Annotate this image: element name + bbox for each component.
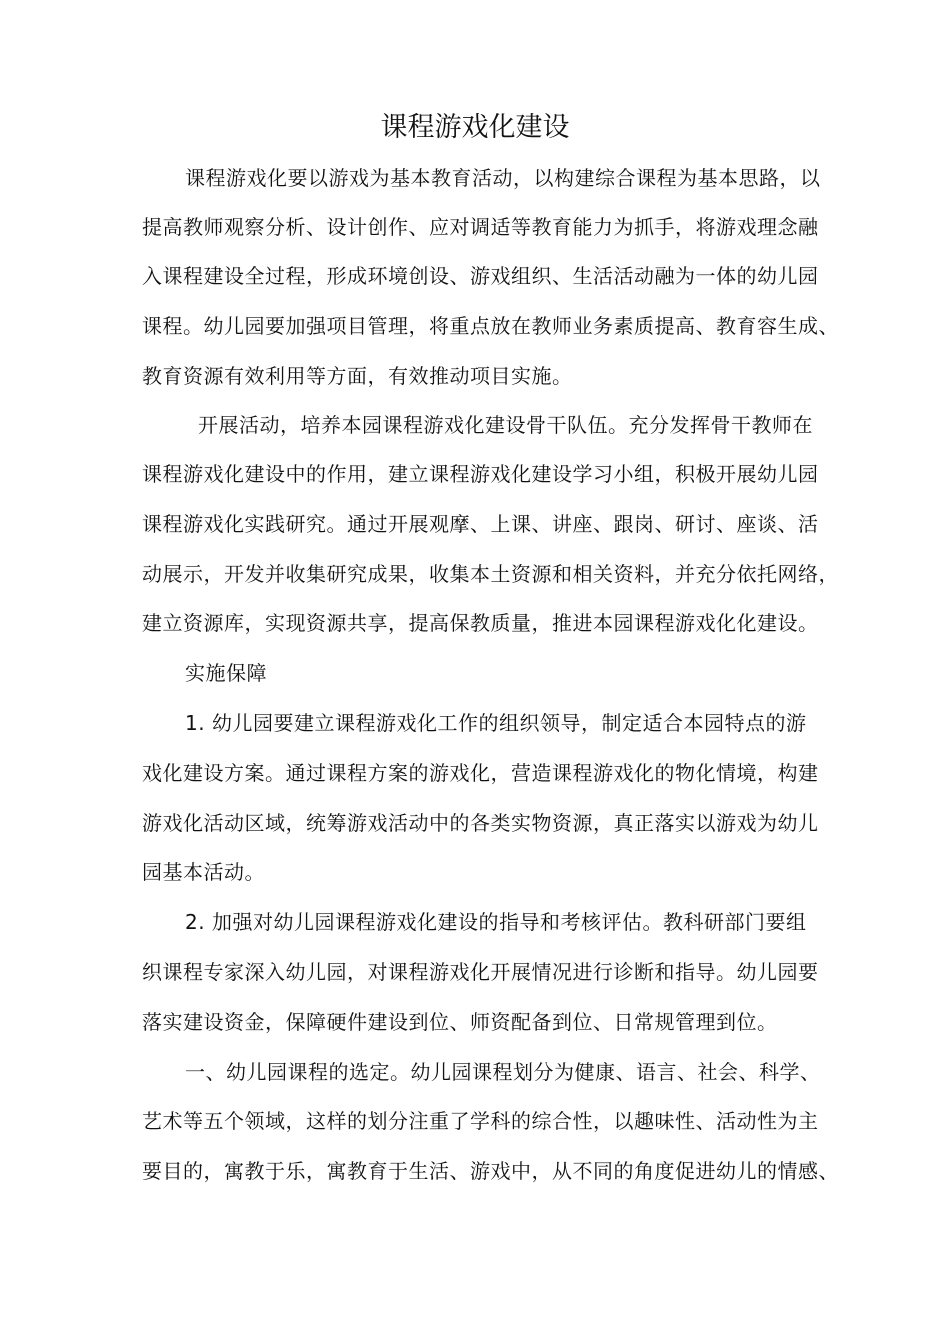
section-heading: 实施保障 xyxy=(185,661,267,685)
paragraph-line: 课程游戏化要以游戏为基本教育活动，以构建综合课程为基本思路，以 xyxy=(185,166,821,190)
paragraph-line: 艺术等五个领域，这样的划分注重了学科的综合性，以趣味性、活动性为主 xyxy=(142,1109,819,1133)
paragraph-line: 课程游戏化实践研究。通过开展观摩、上课、讲座、跟岗、研讨、座谈、活 xyxy=(142,512,819,536)
paragraph-line: 1. 幼儿园要建立课程游戏化工作的组织领导，制定适合本园特点的游 xyxy=(185,711,807,735)
paragraph-line: 入课程建设全过程，形成环境创设、游戏组织、生活活动融为一体的幼儿园 xyxy=(142,264,819,288)
paragraph-line: 要目的，寓教于乐，寓教育于生活、游戏中，从不同的角度促进幼儿的情感、 xyxy=(142,1159,839,1183)
document-title: 课程游戏化建设 xyxy=(380,112,570,143)
paragraph-line: 游戏化活动区域，统筹游戏活动中的各类实物资源，真正落实以游戏为幼儿 xyxy=(142,811,819,835)
paragraph-line: 教育资源有效利用等方面，有效推动项目实施。 xyxy=(142,364,573,388)
paragraph-line: 建立资源库，实现资源共享，提高保教质量，推进本园课程游戏化化建设。 xyxy=(142,611,819,635)
paragraph-line: 课程。幼儿园要加强项目管理，将重点放在教师业务素质提高、教育容生成、 xyxy=(142,314,839,338)
paragraph-line: 戏化建设方案。通过课程方案的游戏化，营造课程游戏化的物化情境，构建 xyxy=(142,761,819,785)
paragraph-line: 开展活动，培养本园课程游戏化建设骨干队伍。充分发挥骨干教师在 xyxy=(198,413,813,437)
paragraph-line: 落实建设资金，保障硬件建设到位、师资配备到位、日常规管理到位。 xyxy=(142,1010,778,1034)
paragraph-line: 动展示，开发并收集研究成果，收集本土资源和相关资料，并充分依托网络， xyxy=(142,562,839,586)
paragraph-line: 织课程专家深入幼儿园，对课程游戏化开展情况进行诊断和指导。幼儿园要 xyxy=(142,960,819,984)
paragraph-line: 提高教师观察分析、设计创作、应对调适等教育能力为抓手，将游戏理念融 xyxy=(142,215,819,239)
paragraph-line: 课程游戏化建设中的作用，建立课程游戏化建设学习小组，积极开展幼儿园 xyxy=(142,462,819,486)
paragraph-line: 园基本活动。 xyxy=(142,860,265,884)
paragraph-line: 一、幼儿园课程的选定。幼儿园课程划分为健康、语言、社会、科学、 xyxy=(185,1060,821,1084)
paragraph-line: 2. 加强对幼儿园课程游戏化建设的指导和考核评估。教科研部门要组 xyxy=(185,910,807,934)
